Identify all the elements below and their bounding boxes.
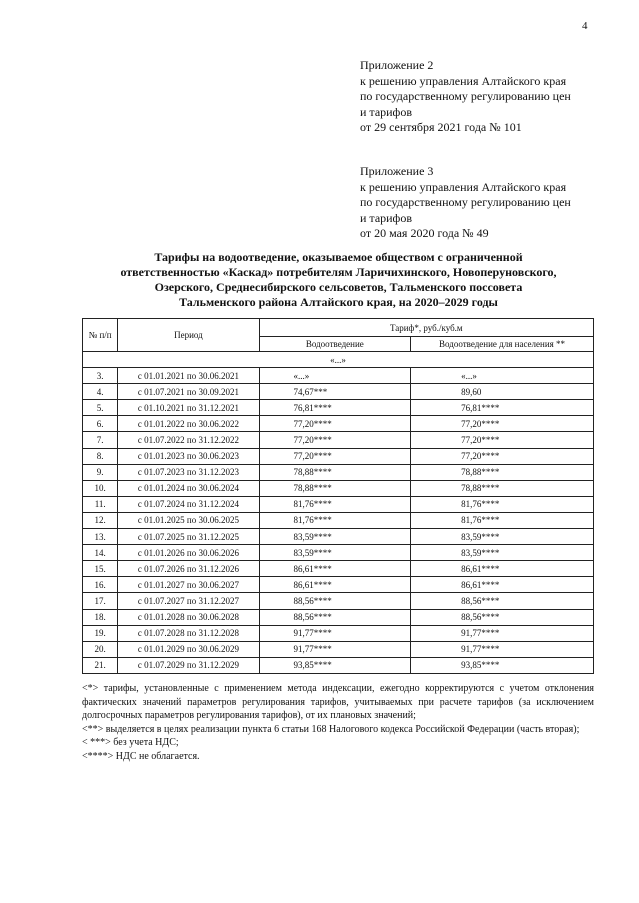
row-period: с 01.07.2025 по 31.12.2025: [118, 529, 259, 545]
table-row: [83, 561, 594, 577]
row-sewerage-population-tariff: 91,77****: [411, 625, 594, 641]
row-number: 14.: [83, 545, 118, 561]
row-period: с 01.07.2028 по 31.12.2028: [118, 625, 259, 641]
appendix-line: Приложение 3: [360, 164, 434, 178]
tariff-table: [82, 318, 594, 674]
footnote: <****> НДС не облагается.: [82, 750, 200, 762]
row-period: с 01.10.2021 по 31.12.2021: [118, 400, 259, 416]
row-number: 4.: [83, 384, 118, 400]
table-row: [83, 416, 594, 432]
row-sewerage-tariff: 83,59****: [259, 545, 411, 561]
table-row: [83, 545, 594, 561]
row-sewerage-population-tariff: 91,77****: [411, 641, 594, 657]
row-period: с 01.07.2029 по 31.12.2029: [118, 657, 259, 673]
table-row: [83, 609, 594, 625]
table-row: [83, 641, 594, 657]
row-period: с 01.01.2023 по 30.06.2023: [118, 448, 259, 464]
footnote: < ***> без учета НДС;: [82, 737, 179, 748]
row-sewerage-population-tariff: 88,56****: [411, 609, 594, 625]
row-sewerage-tariff: 88,56****: [259, 609, 411, 625]
row-sewerage-tariff: 77,20****: [259, 416, 411, 432]
appendix-line: Приложение 2: [360, 58, 434, 72]
row-sewerage-population-tariff: 78,88****: [411, 480, 594, 496]
title-line: Тарифы на водоотведение, оказываемое обществом с ограниченной: [154, 250, 523, 264]
row-period: с 01.07.2026 по 31.12.2026: [118, 561, 259, 577]
table-row: [83, 480, 594, 496]
row-number: 10.: [83, 480, 118, 496]
row-sewerage-population-tariff: 89,60: [411, 384, 594, 400]
footnote: <**> выделяется в целях реализации пункта 6 статьи 168 Налогового кодекса Российской Федерации (часть вторая);: [82, 723, 580, 735]
table-row: [83, 464, 594, 480]
row-sewerage-population-tariff: 77,20****: [411, 416, 594, 432]
table-row: [83, 593, 594, 609]
row-sewerage-tariff: 86,61****: [259, 577, 411, 593]
row-period: с 01.01.2028 по 30.06.2028: [118, 609, 259, 625]
row-sewerage-tariff: 91,77****: [259, 625, 411, 641]
row-number: 20.: [83, 641, 118, 657]
row-period: с 01.07.2027 по 31.12.2027: [118, 593, 259, 609]
row-period: с 01.01.2026 по 30.06.2026: [118, 545, 259, 561]
row-sewerage-tariff: 74,67***: [259, 384, 411, 400]
row-sewerage-population-tariff: 86,61****: [411, 561, 594, 577]
title-line: Озерского, Среднесибирского сельсоветов, Тальменского поссовета: [154, 280, 523, 294]
row-period: с 01.01.2021 по 30.06.2021: [118, 368, 259, 384]
row-period: с 01.07.2024 по 31.12.2024: [118, 496, 259, 512]
table-row: [83, 496, 594, 512]
title-line: Тальменского района Алтайского края, на 2020–2029 годы: [179, 295, 498, 309]
row-period: с 01.01.2022 по 30.06.2022: [118, 416, 259, 432]
row-sewerage-tariff: 88,56****: [259, 593, 411, 609]
table-row: [83, 577, 594, 593]
title-line: ответственностью «Каскад» потребителям Ларичихинского, Новоперуновского,: [120, 265, 557, 279]
row-sewerage-tariff: 93,85****: [259, 657, 411, 673]
row-sewerage-tariff: 81,76****: [259, 496, 411, 512]
appendix-3-header: [360, 164, 571, 242]
appendix-line: к решению управления Алтайского края: [360, 179, 567, 194]
row-number: 11.: [83, 496, 118, 512]
row-period: с 01.07.2022 по 31.12.2022: [118, 432, 259, 448]
row-number: 6.: [83, 416, 118, 432]
footnote: <*> тарифы, установленные с применением метода индексации, ежегодно корректируются с учетом отклонения фактических значений параметров регулирования тарифов, учитываемых при расчете тарифов (за исключением долгосрочных параметров регулирования тарифов), от их плановых значений;: [82, 683, 594, 721]
row-sewerage-tariff: 78,88****: [259, 480, 411, 496]
table-row: [83, 432, 594, 448]
row-period: с 01.07.2023 по 31.12.2023: [118, 464, 259, 480]
table-row: [83, 625, 594, 641]
header-col-sewerage: Водоотведение: [259, 337, 411, 352]
table-row: [83, 529, 594, 545]
row-sewerage-population-tariff: 88,56****: [411, 593, 594, 609]
footnotes: [82, 682, 594, 763]
row-number: 18.: [83, 609, 118, 625]
document-title: [80, 250, 597, 310]
row-sewerage-population-tariff: 78,88****: [411, 464, 594, 480]
row-sewerage-population-tariff: 83,59****: [411, 529, 594, 545]
row-sewerage-tariff: «...»: [259, 368, 411, 384]
row-number: 19.: [83, 625, 118, 641]
row-sewerage-population-tariff: 77,20****: [411, 448, 594, 464]
row-period: с 01.01.2029 по 30.06.2029: [118, 641, 259, 657]
row-number: 15.: [83, 561, 118, 577]
page-number: 4: [582, 20, 588, 32]
row-sewerage-tariff: 78,88****: [259, 464, 411, 480]
row-sewerage-tariff: 91,77****: [259, 641, 411, 657]
row-number: 5.: [83, 400, 118, 416]
row-sewerage-population-tariff: 83,59****: [411, 545, 594, 561]
appendix-line: и тарифов: [360, 104, 413, 119]
header-col-sewerage-population: Водоотведение для населения **: [411, 337, 594, 352]
row-sewerage-population-tariff: 77,20****: [411, 432, 594, 448]
row-period: с 01.01.2027 по 30.06.2027: [118, 577, 259, 593]
row-number: 17.: [83, 593, 118, 609]
appendix-line: к решению управления Алтайского края: [360, 73, 567, 88]
appendix-line: и тарифов: [360, 210, 413, 225]
ellipsis-row: «...»: [83, 352, 594, 368]
row-number: 16.: [83, 577, 118, 593]
row-number: 3.: [83, 368, 118, 384]
row-number: 7.: [83, 432, 118, 448]
row-sewerage-population-tariff: 76,81****: [411, 400, 594, 416]
header-num: № п/п: [83, 319, 118, 352]
row-number: 12.: [83, 512, 118, 528]
row-sewerage-tariff: 86,61****: [259, 561, 411, 577]
table-row: [83, 512, 594, 528]
row-sewerage-tariff: 81,76****: [259, 512, 411, 528]
row-number: 21.: [83, 657, 118, 673]
appendix-line: по государственному регулированию цен: [360, 195, 571, 209]
header-period: Период: [118, 319, 259, 352]
row-sewerage-tariff: 76,81****: [259, 400, 411, 416]
table-row: [83, 657, 594, 673]
row-period: с 01.01.2025 по 30.06.2025: [118, 512, 259, 528]
row-sewerage-tariff: 77,20****: [259, 448, 411, 464]
row-sewerage-tariff: 83,59****: [259, 529, 411, 545]
appendix-line: от 20 мая 2020 года № 49: [360, 226, 489, 240]
row-number: 13.: [83, 529, 118, 545]
row-number: 8.: [83, 448, 118, 464]
row-sewerage-population-tariff: 81,76****: [411, 512, 594, 528]
row-number: 9.: [83, 464, 118, 480]
appendix-2-header: [360, 58, 571, 136]
row-sewerage-population-tariff: 93,85****: [411, 657, 594, 673]
row-sewerage-population-tariff: 86,61****: [411, 577, 594, 593]
table-row: [83, 368, 594, 384]
table-row: [83, 448, 594, 464]
row-sewerage-population-tariff: 81,76****: [411, 496, 594, 512]
row-sewerage-tariff: 77,20****: [259, 432, 411, 448]
appendix-line: от 29 сентября 2021 года № 101: [360, 120, 522, 134]
table-row: [83, 384, 594, 400]
table-row: [83, 400, 594, 416]
row-period: с 01.07.2021 по 30.09.2021: [118, 384, 259, 400]
row-period: с 01.01.2024 по 30.06.2024: [118, 480, 259, 496]
appendix-line: по государственному регулированию цен: [360, 89, 571, 103]
header-tariff: Тариф*, руб./куб.м: [259, 319, 593, 337]
row-sewerage-population-tariff: «...»: [411, 368, 594, 384]
